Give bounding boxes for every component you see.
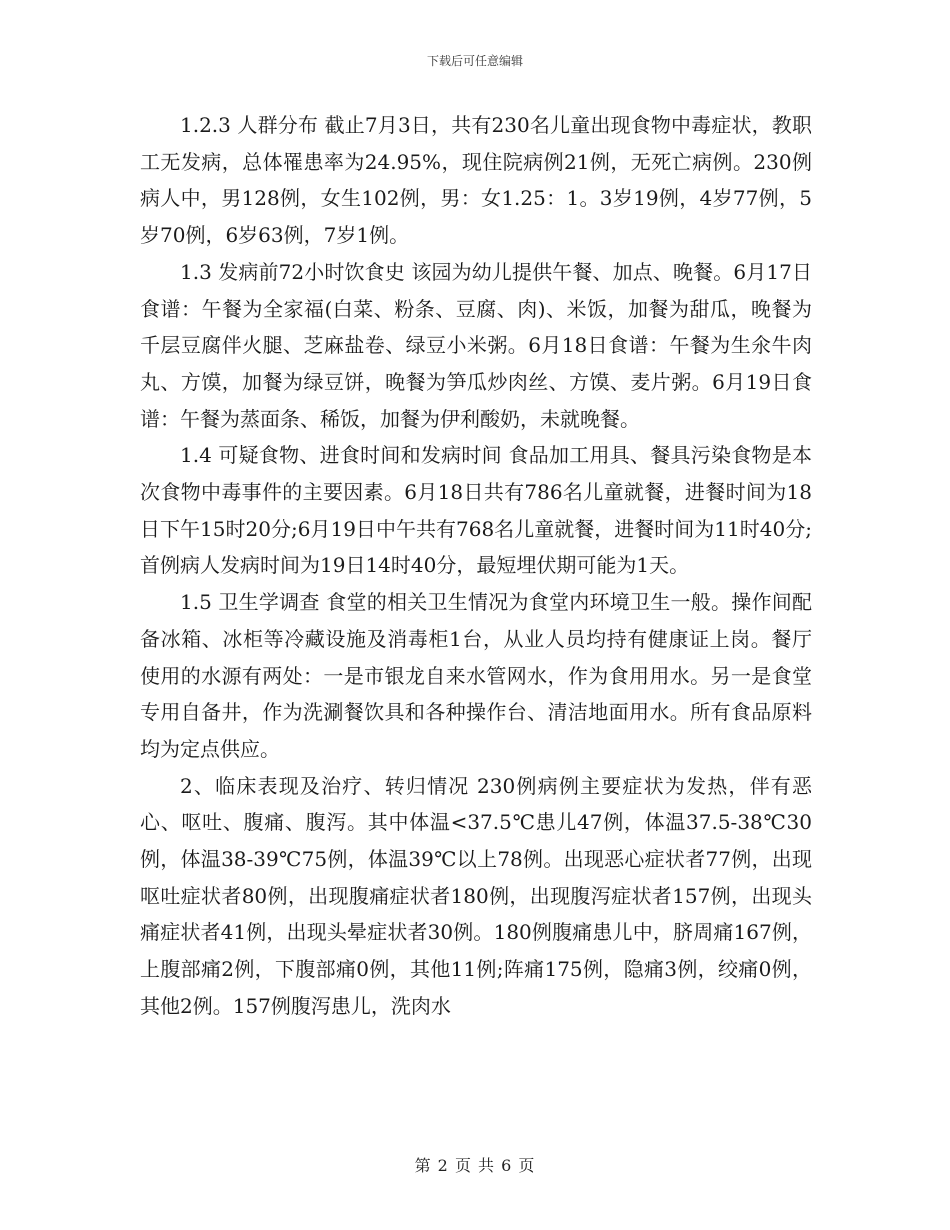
paragraph-diet-history: 1.3 发病前72小时饮食史 该园为幼儿提供午餐、加点、晚餐。6月17日食谱：午餐为全家福(白菜、粉条、豆腐、肉)、米饭，加餐为甜瓜，晚餐为千层豆腐伴火腿、芝麻盐卷、绿豆小米粥。6月18日食谱：午餐为生氽牛肉丸、方馍，加餐为绿豆饼，晚餐为笋瓜炒肉丝、方馍、麦片粥。6月19日食谱：午餐为蒸面条、稀饭，加餐为伊利酸奶，未就晚餐。: [140, 259, 812, 431]
document-body: [140, 107, 812, 1025]
paragraph-clinical-manifestation: 2、临床表现及治疗、转归情况 230例病例主要症状为发热，伴有恶心、呕吐、腹痛、腹泻。其中体温<37.5℃患儿47例，体温37.5-38℃30例，体温38-39℃75例，体温39℃以上78例。出现恶心症状者77例，出现呕吐症状者80例，出现腹痛症状者180例，出现腹泻症状者157例，出现头痛症状者41例，出现头晕症状者30例。180例腹痛患儿中，脐周痛167例，上腹部痛2例，下腹部痛0例，其他11例;阵痛175例，隐痛3例，绞痛0例，其他2例。157例腹泻患儿，洗肉水: [140, 773, 812, 1018]
paragraph-population-distribution: 1.2.3 人群分布 截止7月3日，共有230名儿童出现食物中毒症状，教职工无发病，总体罹患率为24.95%，现住院病例21例，无死亡病例。230例病人中，男128例，女生102例，男：女1.25：1。3岁19例，4岁77例，5岁70例，6岁63例，7岁1例。: [140, 113, 812, 248]
page-header: 下载后可任意编辑: [426, 54, 523, 68]
page-number: 第 2 页 共 6 页: [414, 1156, 536, 1175]
paragraph-hygiene-survey: 1.5 卫生学调查 食堂的相关卫生情况为食堂内环境卫生一般。操作间配备冰箱、冰柜等冷藏设施及消毒柜1台，从业人员均持有健康证上岗。餐厅使用的水源有两处：一是市银龙自来水管网水，作为食用用水。另一是食堂专用自备井，作为洗涮餐饮具和各种操作台、清洁地面用水。所有食品原料均为定点供应。: [140, 590, 812, 761]
paragraph-suspect-food-timing: 1.4 可疑食物、进食时间和发病时间 食品加工用具、餐具污染食物是本次食物中毒事件的主要因素。6月18日共有786名儿童就餐，进餐时间为18日下午15时20分;6月19日中午共有768名儿童就餐，进餐时间为11时40分;首例病人发病时间为19日14时40分，最短埋伏期可能为1天。: [140, 443, 812, 578]
